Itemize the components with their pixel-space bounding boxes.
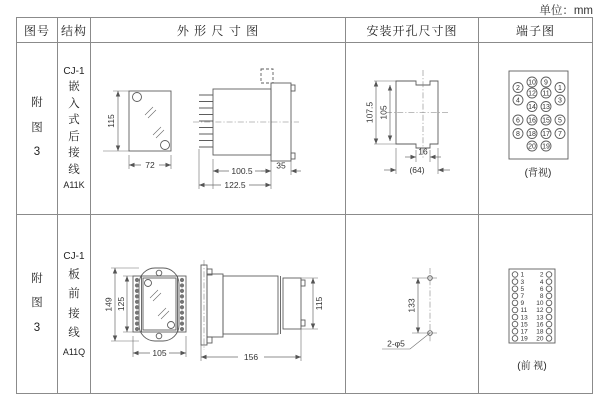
glass-hatch [145, 107, 164, 138]
header-fig-no-label: 图号 [23, 23, 50, 38]
terminal-number: 7 [520, 292, 525, 300]
outline-drawing-front-wiring [91, 216, 345, 393]
install-holes-drawing [346, 216, 478, 393]
header-outline-label: 外 形 尺 寸 图 [176, 23, 260, 38]
view-label: (背视) [524, 168, 552, 179]
terminal-numbers [516, 80, 562, 151]
terminal-number: 20 [528, 143, 536, 151]
dim-hole-spacing: 133 [406, 297, 417, 313]
row1-install-cell [346, 43, 479, 215]
terminal-number: 6 [539, 285, 544, 293]
row2-fig-no [31, 274, 43, 335]
structure-char: 接 [68, 147, 80, 159]
structure-code: A11Q [62, 346, 86, 357]
row1-fig-no [31, 98, 43, 159]
terminal-pins [199, 95, 213, 147]
terminal-number: 9 [520, 299, 525, 307]
terminal-number: 20 [536, 335, 544, 343]
terminal-number: 4 [539, 278, 544, 286]
dim-side-total: 156 [243, 351, 259, 362]
row2-structure [63, 252, 85, 357]
row2-terminal-cell [479, 215, 592, 393]
terminal-number: 9 [544, 79, 548, 87]
terminal-number: 11 [520, 306, 528, 314]
fig-char: 3 [33, 146, 41, 159]
dim-front-height: 115 [106, 114, 116, 128]
terminal-number: 8 [516, 131, 520, 138]
side-view [193, 69, 301, 190]
spec-table [16, 17, 593, 394]
terminal-number: 12 [536, 306, 544, 314]
structure-char: 嵌 [68, 81, 80, 93]
structure-char: 板 [68, 268, 80, 281]
dim-total-width: (64) [409, 165, 425, 175]
terminal-number: 19 [520, 335, 528, 343]
terminal-number: 15 [520, 320, 528, 328]
terminal-number: 6 [516, 117, 520, 125]
cutout-shape [396, 81, 438, 148]
fig-char: 附 [31, 272, 43, 285]
terminal-number: 12 [528, 90, 536, 98]
terminal-number: 3 [520, 278, 525, 286]
terminal-number: 2 [539, 271, 544, 279]
dim-cutout-inner-height: 105 [378, 105, 389, 120]
terminal-number: 2 [516, 85, 520, 92]
holes-label: 2-φ5 [387, 338, 405, 348]
terminal-number: 3 [558, 97, 562, 105]
dim-side-body: 100.5 [231, 166, 253, 176]
terminal-number: 13 [536, 313, 544, 321]
dim-side-flange: 35 [276, 160, 286, 171]
dim-front-width: 105 [152, 347, 167, 358]
dim-cutout-outer-height: 107.5 [364, 101, 375, 124]
terminal-number: 1 [558, 85, 562, 92]
header-terminal [479, 18, 592, 43]
header-install [346, 18, 479, 43]
handle-phantom [261, 69, 273, 83]
structure-char: 前 [68, 288, 80, 300]
terminal-number: 5 [558, 117, 562, 125]
fig-char: 附 [31, 97, 43, 110]
terminal-number: 11 [542, 90, 550, 98]
row1-structure [63, 67, 84, 190]
terminal-diagram-front-view [479, 216, 592, 393]
header-install-label: 安装开孔尺寸图 [366, 23, 458, 38]
structure-char: 后 [68, 130, 80, 143]
terminal-numbers [521, 271, 544, 342]
terminal-number: 7 [558, 131, 562, 138]
unit-label: 单位：mm [539, 5, 593, 17]
structure-char: 式 [68, 114, 80, 126]
structure-char: 线 [68, 163, 80, 176]
terminal-number: 19 [542, 143, 550, 151]
terminal-number: 16 [528, 117, 536, 125]
terminal-number: 13 [542, 104, 550, 111]
terminal-diagram-back-view [479, 43, 592, 214]
terminal-circles [512, 271, 552, 341]
row1-outline-cell [91, 43, 346, 215]
row2-fig-no-cell [17, 215, 58, 393]
terminal-number: 4 [516, 97, 520, 105]
structure-code: A11K [63, 180, 85, 190]
view-label: (前 视) [517, 360, 547, 372]
header-structure [58, 18, 91, 43]
structure-char: 接 [68, 307, 80, 320]
terminal-number: 14 [528, 104, 536, 111]
dim-front-width: 72 [145, 160, 155, 170]
dim-side-total: 122.5 [224, 180, 246, 190]
structure-model: CJ-1 [63, 250, 85, 262]
terminal-number: 10 [528, 79, 536, 87]
row1-structure-cell [58, 43, 91, 215]
structure-char: 线 [68, 327, 80, 339]
terminal-number: 18 [536, 328, 544, 335]
front-view [104, 268, 187, 358]
structure-char: 入 [68, 97, 80, 110]
terminal-number: 5 [520, 285, 525, 293]
fig-char: 图 [31, 121, 43, 134]
row2-install-cell [346, 215, 479, 393]
dim-side-height: 115 [314, 296, 324, 310]
terminal-number: 17 [542, 131, 550, 138]
front-view [103, 91, 171, 170]
structure-model: CJ-1 [63, 66, 85, 77]
row2-structure-cell [58, 215, 91, 393]
terminal-number: 10 [536, 299, 544, 307]
dim-front-inner-height: 125 [116, 296, 126, 311]
row1-fig-no-cell [17, 43, 58, 215]
dim-notch-width: 16 [418, 146, 428, 157]
install-cutout-drawing [346, 43, 478, 214]
fig-char: 3 [33, 321, 41, 334]
row2-outline-cell [91, 215, 346, 393]
terminal-number: 15 [542, 117, 550, 125]
terminal-number: 8 [539, 292, 544, 300]
outline-drawing-rear-wiring [91, 43, 345, 214]
header-fig-no [17, 18, 58, 43]
terminal-number: 16 [536, 320, 544, 328]
glass-hatch [150, 290, 169, 319]
dim-front-outer-height: 149 [103, 296, 114, 312]
terminal-number: 17 [520, 328, 528, 335]
row1-terminal-cell [479, 43, 592, 215]
terminal-number: 18 [528, 131, 536, 138]
terminal-number: 13 [520, 313, 528, 321]
header-terminal-label: 端子图 [515, 23, 555, 38]
terminal-number: 1 [520, 271, 525, 279]
side-view [201, 260, 324, 362]
header-structure-label: 结构 [60, 23, 87, 38]
fig-char: 图 [31, 297, 43, 310]
header-outline [91, 18, 346, 43]
